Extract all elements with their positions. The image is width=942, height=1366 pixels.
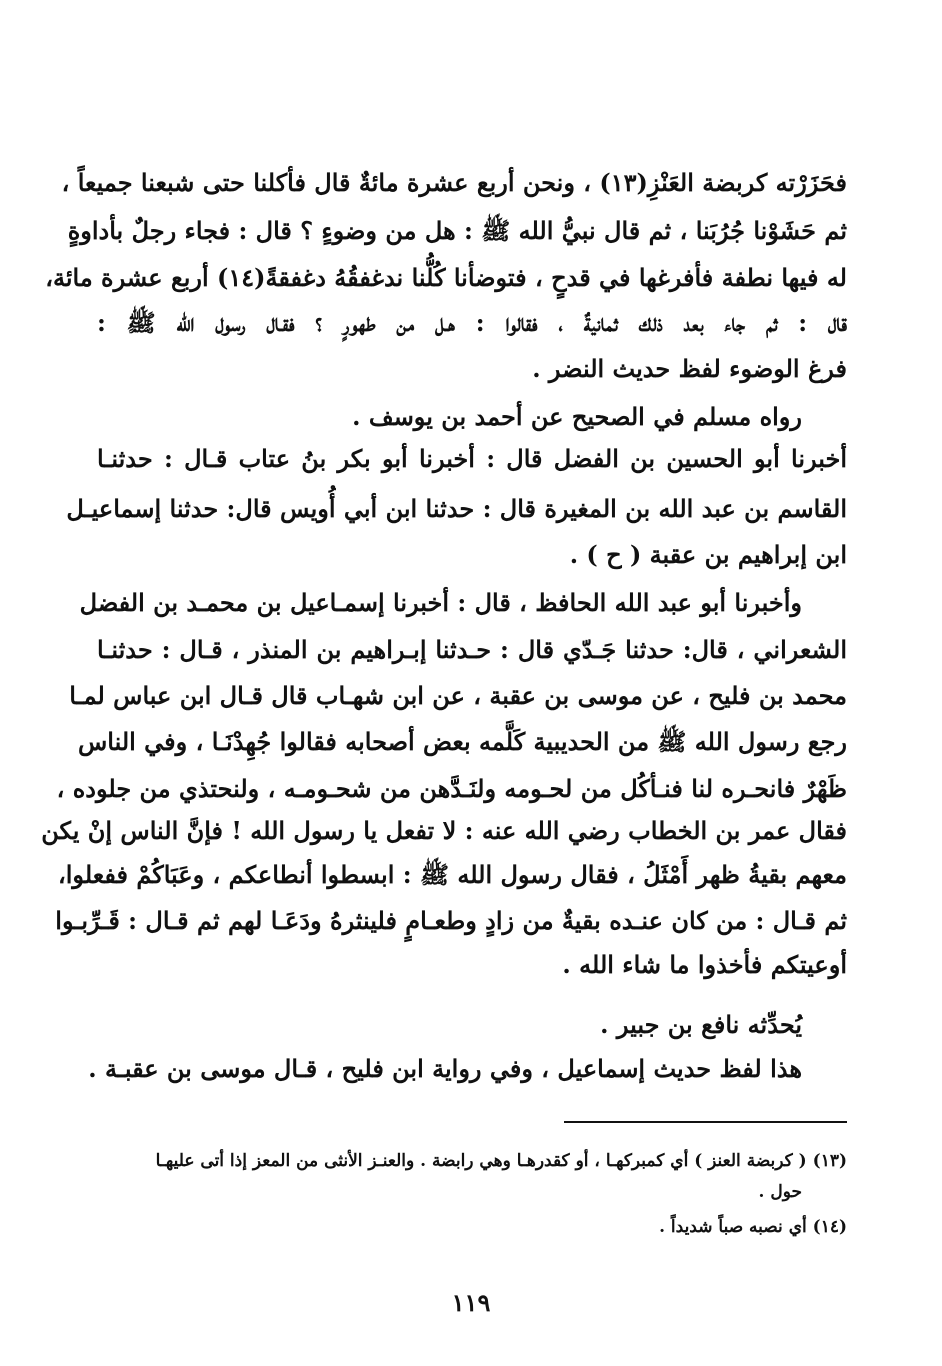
body-line: القاسم بن عبد الله بن المغيرة قال : حدثنا ابن أبي أُويس قال: حدثنا إسماعيـل (66, 494, 847, 523)
body-line: له فيها نطفة فأفرغها في قدحٍ ، فتوضأنا كُلُّنا ندغفقُهُ دغفقةً(١٤) أربع عشرة مائة، (45, 263, 847, 292)
body-line: ثم حَشَوْنا جُرُبَنا ، ثم قال نبيُّ الله ﷺ : هل من وضوءٍ ؟ قال : فجاء رجلٌ بأداوةٍ (67, 216, 847, 245)
footnote-separator (564, 1121, 847, 1123)
body-line: فحَزَرْته كربضة العَنْزِ(١٣) ، ونحن أربع عشرة مائةٌ قال فأكلنا حتى شبعنا جميعاً ، (61, 168, 847, 197)
body-line: ابن إبراهيم بن عقبة ( ح ) . (569, 540, 847, 569)
footnote-13-continuation: حول . (758, 1182, 802, 1202)
body-line: وأخبرنا أبو عبد الله الحافظ ، قال : أخبرنا إسمـاعيل بن محمـد بن الفضل (79, 588, 802, 617)
body-line: ثم قـال : من كان عنـده بقيةٌ من زادٍ وطعـامٍ فلينثرهُ ودَعَـا لهم ثم قـال : قَـرِّبـوا (55, 906, 847, 935)
footnote-13: (١٣) ( كربضة العنز ) أي كمبركهـا ، أو كقدرهـا وهي رابضة . والعنـز الأنثى من المعز إذا أتى عليهـا (155, 1151, 847, 1171)
page-number: ١١٩ (451, 1288, 491, 1317)
body-line: ظَهْرٌ فانحـره لنا فنـأكُل من لحـومه ولنَـدَّهن من شحـومـه ، ولنحتذي من جلوده ، (56, 774, 847, 803)
body-line: رجع رسول الله ﷺ من الحديبية كَلَّمه بعض أصحابه فقالوا جُهِدْنَـا ، وفي الناس (77, 727, 847, 756)
footnote-14: (١٤) أي نصبه صباً شديداً . (659, 1217, 847, 1237)
body-line: الشعراني ، قال: حدثنا جَـدّي قال : حـدثنا إبـراهيم بن المنذر ، قـال : حدثنـا (97, 635, 847, 664)
body-line: يُحدِّثه نافع بن جبير . (600, 1010, 802, 1039)
body-line: قال : ثم جاء بعد ذلك ثمانيةٌ ، فقالوا : هـل من طهورٍ ؟ فقـال رسول الله ﷺ : (97, 308, 847, 337)
body-line: رواه مسلم في الصحيح عن أحمد بن يوسف . (352, 402, 802, 431)
body-line: أخبرنا أبو الحسين بن الفضل قال : أخبرنا أبو بكر بنُ عتاب قـال : حدثنـا (97, 444, 847, 473)
body-line: فقال عمر بن الخطاب رضي الله عنه : لا تفعل يا رسول الله ! فإنَّ الناس إنْ يكن (41, 816, 847, 845)
body-line: هذا لفظ حديث إسماعيل ، وفي رواية ابن فليح ، قـال موسى بن عقبـة . (88, 1054, 802, 1083)
body-line: فرغ الوضوء لفظ حديث النضر . (532, 354, 847, 383)
body-line: محمد بن فليح ، عن موسى بن عقبة ، عن ابن شهـاب قال قـال ابن عباس لمـا (69, 681, 847, 710)
body-line: أوعيتكم فأخذوا ما شاء الله . (562, 950, 847, 979)
body-line: معهم بقيةُ ظهر أَمْثَلُ ، فقال رسول الله ﷺ : ابسطوا أنطاعكم ، وعَبَاكُمْ ففعلوا، (58, 860, 847, 889)
